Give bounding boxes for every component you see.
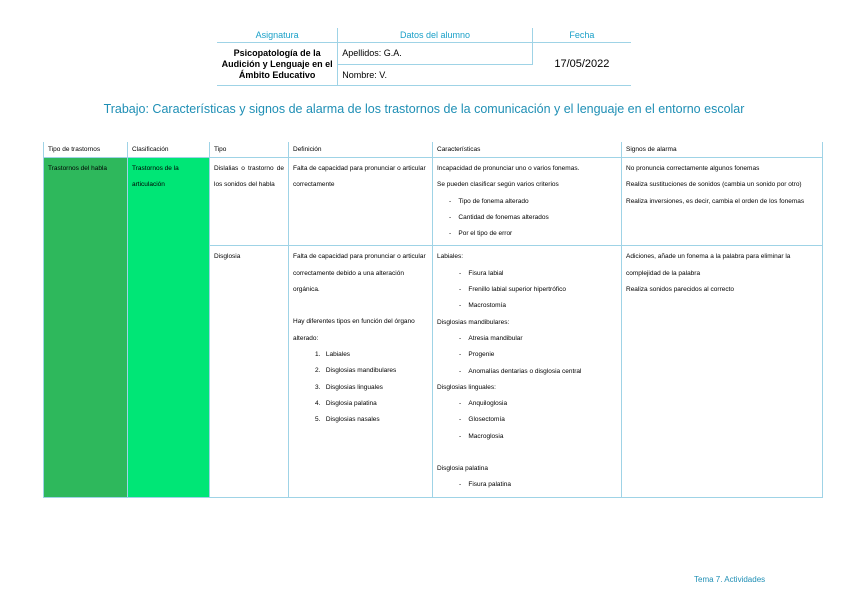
- th-tipo-trastornos: Tipo de trastornos: [44, 142, 128, 158]
- cell-def-dislalias: Falta de capacidad para pronunciar o articular correctamente: [289, 158, 433, 246]
- list-item: - Atresia mandibular: [459, 334, 523, 342]
- cell-car-disglosia: [433, 246, 622, 497]
- list-item: - Macrostomía: [459, 302, 506, 310]
- list-item: - Por el tipo de error: [449, 230, 513, 238]
- table-row: [44, 158, 823, 246]
- cell-disorder-type: Trastornos del habla: [44, 158, 128, 498]
- page-title: Trabajo: Características y signos de alarma de los trastornos de la comunicación y el lenguaje en el entorno escolar: [103, 102, 745, 116]
- car-intro-2: Se pueden clasificar según varios criterios: [437, 181, 559, 189]
- def-text-2: Hay diferentes tipos en función del órgano alterado:: [293, 318, 415, 342]
- date-value: 17/05/2022: [532, 43, 631, 86]
- list-item: - Frenillo labial superior hipertrófico: [459, 286, 566, 294]
- list-item: - Macroglosia: [459, 432, 504, 440]
- car-intro-1: Incapacidad de pronunciar uno o varios fonemas.: [437, 165, 580, 172]
- signo-item: No pronuncia correctamente algunos fonemas: [626, 165, 760, 172]
- col-date-header: Fecha: [532, 28, 631, 43]
- signo-item: Adiciones, añade un fonema a la palabra para eliminar la complejidad de la palabra: [626, 253, 791, 277]
- th-clasificacion: Clasificación: [128, 142, 210, 158]
- th-caracteristicas: Características: [433, 142, 622, 158]
- th-definicion: Definición: [289, 142, 433, 158]
- subject-name: Psicopatología de la Audición y Lenguaje en el Ámbito Educativo: [217, 43, 338, 86]
- col-subject-header: Asignatura: [217, 28, 338, 43]
- cell-signos-disglosia: [622, 246, 823, 497]
- cell-tipo-disglosia: Disglosia: [210, 246, 289, 497]
- signo-item: Realiza sonidos parecidos al correcto: [626, 286, 735, 294]
- def-text-1: Falta de capacidad para pronunciar o articular correctamente debido a una alteración orgánica.: [293, 253, 426, 294]
- signo-item: Realiza inversiones, es decir, cambia el orden de los fonemas: [626, 197, 805, 205]
- list-item: 1. Labiales: [315, 350, 351, 358]
- cell-def-disglosia: [289, 246, 433, 497]
- cell-car-dislalias: [433, 158, 622, 246]
- th-signos: Signos de alarma: [622, 142, 823, 158]
- col-student-header: Datos del alumno: [338, 28, 532, 43]
- list-item: 4. Disglosia palatina: [315, 399, 377, 407]
- cell-classification: Trastornos de la articulación: [128, 158, 210, 498]
- student-name: Nombre: V.: [338, 64, 532, 86]
- list-item: - Progenie: [459, 351, 495, 359]
- footer-label: Tema 7. Actividades: [694, 575, 766, 584]
- table-header-row: [44, 142, 823, 158]
- list-item: - Anquiloglosia: [459, 400, 508, 408]
- car-group-label: Labiales:: [437, 253, 464, 261]
- disorders-table: [43, 142, 823, 498]
- th-tipo: Tipo: [210, 142, 289, 158]
- list-item: - Tipo de fonema alterado: [449, 197, 529, 205]
- student-surname: Apellidos: G.A.: [338, 43, 532, 65]
- list-item: 2. Disglosias mandibulares: [315, 367, 397, 375]
- car-group-label: Disglosia palatina: [437, 465, 488, 473]
- header-info-table: [217, 28, 631, 86]
- signo-item: Realiza sustituciones de sonidos (cambia un sonido por otro): [626, 181, 802, 189]
- car-group-label: Disglosias mandibulares:: [437, 318, 510, 326]
- list-item: 5. Disglosias nasales: [315, 416, 380, 424]
- list-item: - Anomalías dentarias o disglosia central: [459, 367, 582, 375]
- list-item: - Cantidad de fonemas alterados: [449, 213, 549, 221]
- car-group-label: Disglosias linguales:: [437, 383, 496, 391]
- list-item: - Glosectomía: [459, 416, 505, 424]
- list-item: - Fisura labial: [459, 269, 504, 277]
- list-item: 3. Disglosias linguales: [315, 383, 383, 391]
- cell-signos-dislalias: [622, 158, 823, 246]
- cell-tipo-dislalias: Dislalias o trastorno de los sonidos del habla: [210, 158, 289, 246]
- list-item: - Fisura palatina: [459, 481, 512, 489]
